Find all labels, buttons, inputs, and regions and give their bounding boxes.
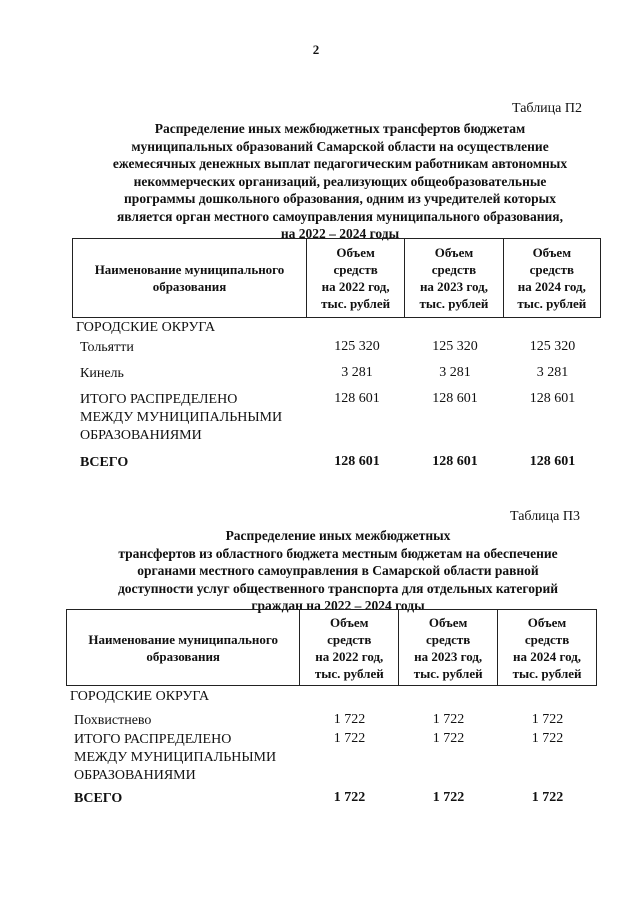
total-2022: 128 601 <box>334 454 380 469</box>
header-text: на 2023 год, <box>419 279 488 294</box>
subtotal-label-line: МЕЖДУ МУНИЦИПАЛЬНЫМИ <box>74 750 277 765</box>
header-text: образования <box>146 648 220 664</box>
table-p3-label: Таблица П3 <box>510 509 580 524</box>
header-text: на 2024 год, <box>517 279 586 294</box>
caption-line: Распределение иных межбюджетных трансфертов бюджетам <box>154 121 526 136</box>
header-text: тыс. рублей <box>321 296 391 311</box>
header-text: тыс. рублей <box>413 665 483 681</box>
table-p2-header <box>72 238 601 318</box>
section-title: ГОРОДСКИЕ ОКРУГА <box>70 689 210 704</box>
caption-line: является орган местного самоуправления муниципального образования, <box>117 208 563 224</box>
header-text: тыс. рублей <box>512 665 582 681</box>
table-p3-header <box>66 609 597 686</box>
caption-line: трансфертов из областного бюджета местным бюджетам на обеспечение <box>118 545 558 561</box>
value-2023: 125 320 <box>432 339 478 354</box>
header-volume-2024 <box>498 610 597 686</box>
header-text: на 2024 год, <box>513 648 582 664</box>
header-text: Объем <box>434 245 474 260</box>
header-text: на 2022 год, <box>315 648 384 664</box>
header-volume-2023 <box>399 610 498 686</box>
total-label: ВСЕГО <box>80 455 129 470</box>
header-text: Объем <box>532 245 572 260</box>
page-number: 2 <box>312 42 320 57</box>
total-2024: 1 722 <box>531 790 564 805</box>
header-volume-2022 <box>300 610 399 686</box>
total-2024: 128 601 <box>529 454 576 469</box>
value-2023: 3 281 <box>439 365 471 380</box>
caption-line: муниципальных образований Самарской области на осуществление <box>131 138 549 154</box>
caption-line: ежемесячных денежных выплат педагогическим работникам автономных <box>112 156 568 171</box>
table-p2-caption <box>80 120 600 243</box>
total-2023: 1 722 <box>432 790 465 805</box>
header-text: средств <box>327 631 372 647</box>
caption-line: на 2022 – 2024 годы <box>280 226 400 241</box>
value-2022: 125 320 <box>334 339 380 354</box>
municipality-name: Похвистнево <box>74 713 152 728</box>
header-text: Объем <box>336 245 375 260</box>
header-text: средств <box>425 631 471 647</box>
header-text: средств <box>529 262 574 277</box>
subtotal-2023: 128 601 <box>432 391 478 406</box>
header-text: средств <box>524 631 570 647</box>
subtotal-label-line: МЕЖДУ МУНИЦИПАЛЬНЫМИ <box>80 410 283 425</box>
header-text: средств <box>431 262 477 277</box>
header-text: Объем <box>428 614 468 630</box>
subtotal-2022: 128 601 <box>334 391 380 406</box>
header-text: Наименование муниципального <box>94 262 285 277</box>
municipality-name: Тольятти <box>80 340 134 355</box>
value-2022: 1 722 <box>333 712 366 727</box>
header-text: Объем <box>330 614 369 630</box>
header-text: тыс. рублей <box>517 296 587 311</box>
total-2022: 1 722 <box>333 790 366 805</box>
municipality-name: Кинель <box>80 366 124 381</box>
header-text: на 2023 год, <box>414 648 483 664</box>
header-municipality <box>67 610 300 686</box>
value-2022: 3 281 <box>341 365 373 380</box>
header-volume-2024 <box>503 239 600 318</box>
caption-line: Распределение иных межбюджетных <box>225 528 451 543</box>
header-text: на 2022 год, <box>321 279 390 294</box>
total-label: ВСЕГО <box>74 791 123 806</box>
subtotal-label-line: ОБРАЗОВАНИЯМИ <box>80 428 202 443</box>
subtotal-2024: 128 601 <box>529 391 576 406</box>
value-2024: 3 281 <box>536 365 569 380</box>
caption-line: граждан на 2022 – 2024 годы <box>251 598 425 613</box>
subtotal-label-line: ОБРАЗОВАНИЯМИ <box>74 768 196 783</box>
subtotal-2022: 1 722 <box>333 731 366 746</box>
header-municipality <box>73 239 307 318</box>
subtotal-2023: 1 722 <box>432 731 465 746</box>
caption-line: программы дошкольного образования, одним из учредителей которых <box>124 191 556 206</box>
subtotal-2024: 1 722 <box>531 731 564 746</box>
subtotal-label-line: ИТОГО РАСПРЕДЕЛЕНО <box>80 392 238 407</box>
table-p3-caption <box>78 527 598 615</box>
subtotal-label <box>80 391 282 445</box>
caption-line: доступности услуг общественного транспорта для отдельных категорий <box>117 580 559 596</box>
header-text: Наименование муниципального <box>88 631 278 647</box>
subtotal-label-line: ИТОГО РАСПРЕДЕЛЕНО <box>74 732 232 747</box>
value-2024: 1 722 <box>531 712 564 727</box>
caption-line: некоммерческих организаций, реализующих общеобразовательные <box>133 173 547 189</box>
caption-line: органами местного самоуправления в Самарской области равной <box>137 563 539 578</box>
header-volume-2023 <box>405 239 503 318</box>
subtotal-label <box>74 731 276 785</box>
total-2023: 128 601 <box>432 454 478 469</box>
header-text: средств <box>333 262 378 277</box>
header-text: Объем <box>527 614 567 630</box>
header-text: тыс. рублей <box>314 665 384 681</box>
table-p2-label: Таблица П2 <box>512 101 582 116</box>
value-2023: 1 722 <box>432 712 465 727</box>
header-text: образования <box>152 279 227 294</box>
value-2024: 125 320 <box>529 339 576 354</box>
section-title: ГОРОДСКИЕ ОКРУГА <box>76 320 216 335</box>
header-text: тыс. рублей <box>419 296 489 311</box>
header-volume-2022 <box>306 239 404 318</box>
